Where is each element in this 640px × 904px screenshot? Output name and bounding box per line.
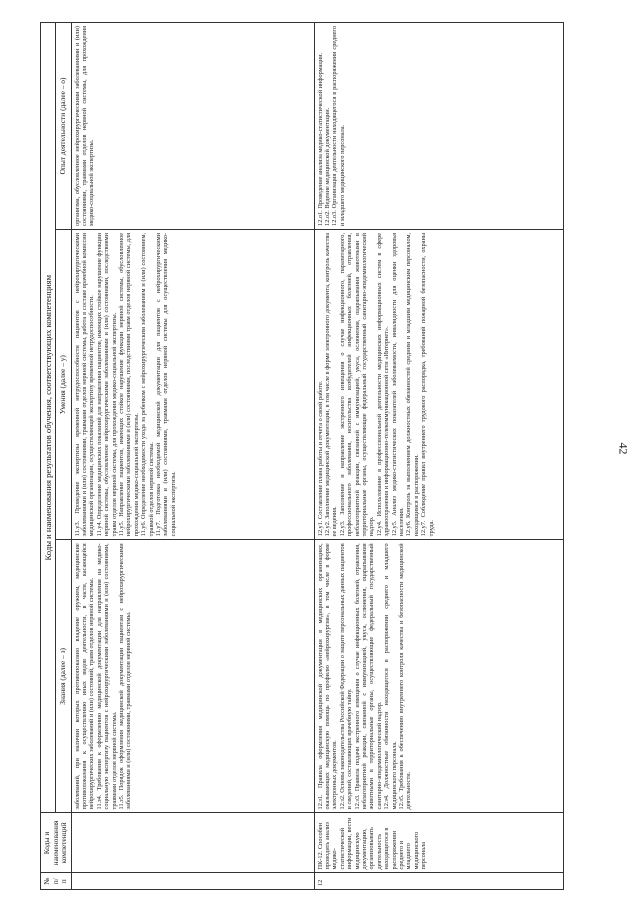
- result-item: 11.у7. Подготовка необходимой медицинской документации для пациентов с нейрохирургическими заболеваниями и (или) состояниями, травмами отделов нервной системы для осуществления медико-социальной экспертизы.: [154, 232, 177, 537]
- result-item: 12.у6. Контроль за выполнением должностных обязанностей средним и младшим медицинским персоналом, находящимся в распоряжении.: [405, 232, 420, 537]
- header-row-1: [41, 23, 56, 890]
- result-item: 11.з5. Порядок оформления медицинской документации пациентам с нейрохирургическими заболеваниями и (или) состояниями, травмами отделов нервной системы.: [117, 543, 133, 810]
- row-code: ПК-12. Способен проводить анализ медико-статистической информации, вести медицинскую документацию, организовывать деятельность находящегося в распоряжении среднего и младшего медицинского персонала: [314, 813, 563, 873]
- result-item: 12.о1. Проведение анализа медико-статистической информации.: [316, 52, 324, 226]
- header-experience: Опыт деятельности (далее – о): [56, 23, 71, 230]
- result-item: 12.о2. Ведение медицинской документации.: [323, 107, 331, 226]
- row-num: [71, 873, 314, 890]
- result-item: 12.з2. Основы законодательства Российской Федерации о защите персональных данных пациентов и сведений, составляющих врачебную тайну.: [338, 543, 354, 810]
- result-item: 12.у4. Использование в профессиональной деятельности медицинских информационных систем в сфере здравоохранения и информационно-телекоммуникационной сети «Интернет».: [375, 232, 391, 537]
- row-num: 12: [314, 873, 563, 890]
- row-skills: [314, 229, 563, 539]
- header-skills: Умения (далее – у): [56, 229, 71, 539]
- result-item: 12.з4. Должностные обязанности находящегося в распоряжении среднего и младшего медицинского персонала.: [383, 543, 398, 810]
- result-item: 12.о3. Организация деятельности находящегося в распоряжении среднего и младшего медицинского персонала.: [331, 26, 346, 226]
- row-skills: [71, 229, 314, 539]
- result-item: организма, обусловленное нейрохирургическими заболеваниями и (или) состояниями, травмами отделов нервной системы, для прохождения медико-социальной экспертизы.: [73, 26, 96, 226]
- row-experience: [314, 23, 563, 230]
- header-num: № п/п: [41, 873, 72, 890]
- result-item: 12.у7. Соблюдение правил внутреннего трудового распорядка, требований пожарной безопасности, охраны труда.: [420, 232, 435, 537]
- result-item: 12.у1. Составление плана работы и отчета о своей работе.: [316, 380, 324, 537]
- result-item: заболеваний, при наличии которых противопоказано владение оружием, медицинские противопоказания к осуществлению иных видов деятельности, в части, касающейся нейрохирургических заболеваний и (или) состояний, травм отделов нервной системы.: [73, 543, 96, 810]
- row-knowledge: [314, 540, 563, 813]
- row-code: [71, 813, 314, 873]
- result-item: 12.у3. Заполнение и направление экстренного извещения о случае инфекционного, паразитарного, профессионального заболевания, носительства возбудителей инфекционных болезней, отравления, неблагоприятной реакции, связанной с иммунизацией, укуса, ослюнения, оцарапывания животными в территориальные органы, осуществляющие федеральный государственный санитарно-эпидемиологический надзор.: [338, 232, 376, 537]
- result-item: 12.у5. Анализ медико-статистических показателей заболеваемости, инвалидности для оценки здоровья населения.: [390, 232, 405, 537]
- table-row: [314, 23, 563, 890]
- result-item: 12.з1. Правила оформления медицинской документации в медицинских организациях, оказывающих медицинскую помощь по профилю «нейрохирургия», в том числе в форме электронных документов.: [316, 543, 339, 810]
- result-item: 11.у4. Определение медицинских показаний для направления пациентов, имеющих стойкое нарушение функции нервной системы, обусловленное нейрохирургическими заболеваниями и (или) состояниями, последствиями травм отделов нервной системы, для прохождения медико-социальной экспертизы.: [95, 232, 118, 537]
- header-knowledge: Знания (далее – з): [56, 540, 71, 813]
- result-item: 11.у6. Определение необходимости ухода за ребенком с нейрохирургическим заболеванием и (или) состоянием, травмой отделов нервной системы.: [140, 232, 155, 537]
- competency-table: [40, 22, 564, 890]
- table-row: [71, 23, 314, 890]
- header-group: Коды и наименования результатов обучения, соответствующих компетенциям: [41, 23, 56, 813]
- header-code: Коды и наименования компетенций: [41, 813, 72, 873]
- row-experience: [71, 23, 314, 230]
- result-item: 11.у5. Направление пациентов, имеющих стойкое нарушение функции нервной системы, обусловленное нейрохирургическими заболеваниями и (или) состояниями, последствиями травм отделов нервной системы, для прохождения медико-социальной экспертизы.: [117, 232, 140, 537]
- result-item: 12.з3. Правила подачи экстренного извещения о случае инфекционных болезней, отравления, неблагоприятной реакции, связанной с иммунизацией, укуса, ослюнения, оцарапывания животными в территориальные органы, осуществляющие федеральный государственный санитарно-эпидемиологический надзор.: [353, 543, 383, 810]
- result-item: 11.з4. Требования к оформлению медицинской документации для направления на медико-социальную экспертизу пациентов с нейрохирургическими заболеваниями и (или) состояниями, травмами отделов нервной системы.: [95, 543, 118, 810]
- result-item: 11.у3. Проведение экспертизы временной нетрудоспособности пациентов с нейрохирургическими заболеваниями и (или) состояниями, травмами отделов нервной системы, работа в составе врачебной комиссии медицинской организации, осуществляющей экспертизу временной нетрудоспособности.: [73, 232, 96, 537]
- result-item: 12.з5. Требования к обеспечению внутреннего контроля качества и безопасности медицинской деятельности.: [397, 543, 413, 810]
- result-item: 12.у2. Заполнение медицинской документации, в том числе в форме электронного документа, контроль качества ее ведения.: [323, 232, 339, 537]
- row-knowledge: [71, 540, 314, 813]
- header-row-2: [56, 23, 71, 890]
- page-number: 42: [616, 442, 631, 455]
